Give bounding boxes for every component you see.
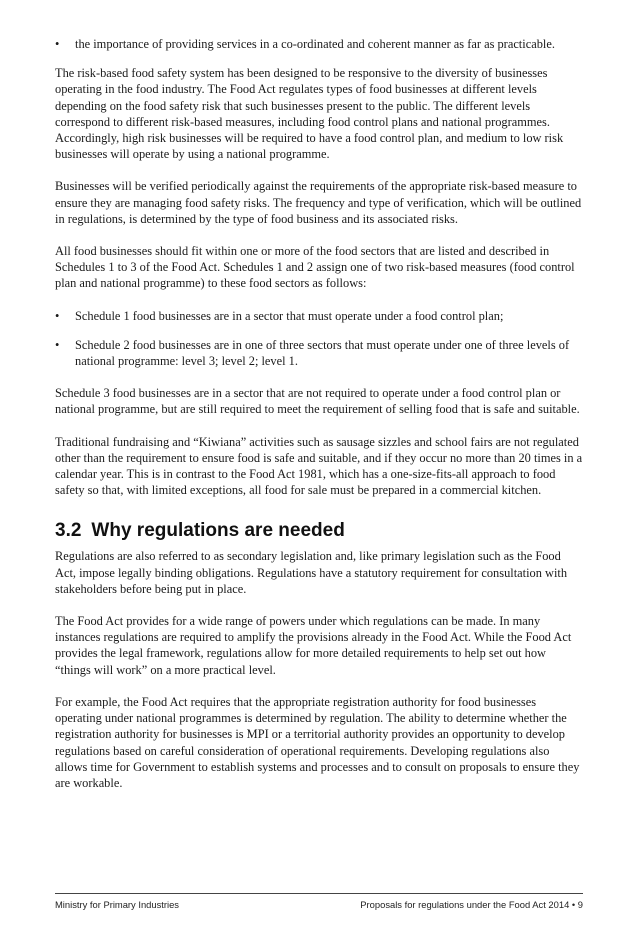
paragraph: For example, the Food Act requires that the appropriate registration authority for food businesses operating under national programmes is determined by regulation. The ability to determine whether the registration authority for businesses is MPI or a territorial authority provides an opportunity to develop regulations based on careful consideration of operational requirements. Developing regulations also allows time for Government to establish systems and processes and to consult on proposals to ensure they are workable. bbox=[55, 694, 580, 790]
paragraph: Traditional fundraising and “Kiwiana” activities such as sausage sizzles and school fairs are not regulated other than the requirement to ensure food is safe and suitable, and if they occur no more than 20 times in a calendar year. This is in contrast to the Food Act 1981, which has a one-size-fits-all approach to food safety so that, with limited exceptions, all food for sale must be prepared in a commercial kitchen. bbox=[55, 434, 583, 498]
bullet-text: the importance of providing services in a co-ordinated and coherent manner as far as practicable. bbox=[75, 37, 555, 51]
section-title: Why regulations are needed bbox=[91, 520, 345, 542]
bullet-item bbox=[55, 36, 583, 52]
page-footer bbox=[55, 899, 583, 910]
page-body bbox=[55, 36, 583, 807]
section-heading bbox=[55, 520, 583, 542]
bullet-marker: • bbox=[55, 337, 60, 352]
bullet-item bbox=[55, 337, 583, 369]
paragraph: Schedule 3 food businesses are in a sector that are not required to operate under a food control plan or national programme, but are still required to meet the requirement of selling food that is safe and suitable. bbox=[55, 386, 580, 417]
paragraph: All food businesses should fit within one or more of the food sectors that are listed and described in Schedules 1 to 3 of the Food Act. Schedules 1 and 2 assign one of two risk-based measures (food control plan and national programme) to these food sectors as follows: bbox=[55, 244, 575, 291]
paragraph: Regulations are also referred to as secondary legislation and, like primary legislation such as the Food Act, impose legally binding obligations. Regulations have a statutory requirement for consultation with stakeholders before being put in place. bbox=[55, 549, 568, 596]
footer-divider bbox=[55, 893, 583, 894]
paragraph: The risk-based food safety system has been designed to be responsive to the diversity of businesses operating in the food industry. The Food Act regulates types of food businesses at different levels depending on the food safety risk that such businesses present to the public. The different levels correspond to different risk-based measures, including food control plans and national programmes. Accordingly, high risk businesses will be required to have a food control plan, and medium to low risk businesses will operate by using a national programme. bbox=[55, 66, 564, 162]
footer-doc-title-page-number: Proposals for regulations under the Food Act 2014 • 9 bbox=[360, 899, 583, 910]
footer-organisation: Ministry for Primary Industries bbox=[55, 899, 179, 910]
bullet-item bbox=[55, 308, 583, 324]
paragraph: The Food Act provides for a wide range of powers under which regulations can be made. In many instances regulations are required to amplify the provisions already in the Food Act. While the Food Act provides the legal framework, regulations allow for more detailed requirements to help set out how “things will work” on a more practical level. bbox=[55, 614, 572, 677]
bullet-marker: • bbox=[55, 37, 60, 51]
bullet-marker: • bbox=[55, 308, 60, 323]
bullet-text: Schedule 2 food businesses are in one of three sectors that must operate under one of three levels of national programme: level 3; level 2; level 1. bbox=[75, 337, 570, 369]
paragraph: Businesses will be verified periodically against the requirements of the appropriate risk-based measure to ensure they are managing food safety risks. The frequency and type of verification, which will be outlined in regulations, is determined by the type of food business and its associated risks. bbox=[55, 179, 582, 226]
bullet-text: Schedule 1 food businesses are in a sector that must operate under a food control plan; bbox=[75, 308, 504, 323]
section-number: 3.2 bbox=[55, 520, 82, 542]
